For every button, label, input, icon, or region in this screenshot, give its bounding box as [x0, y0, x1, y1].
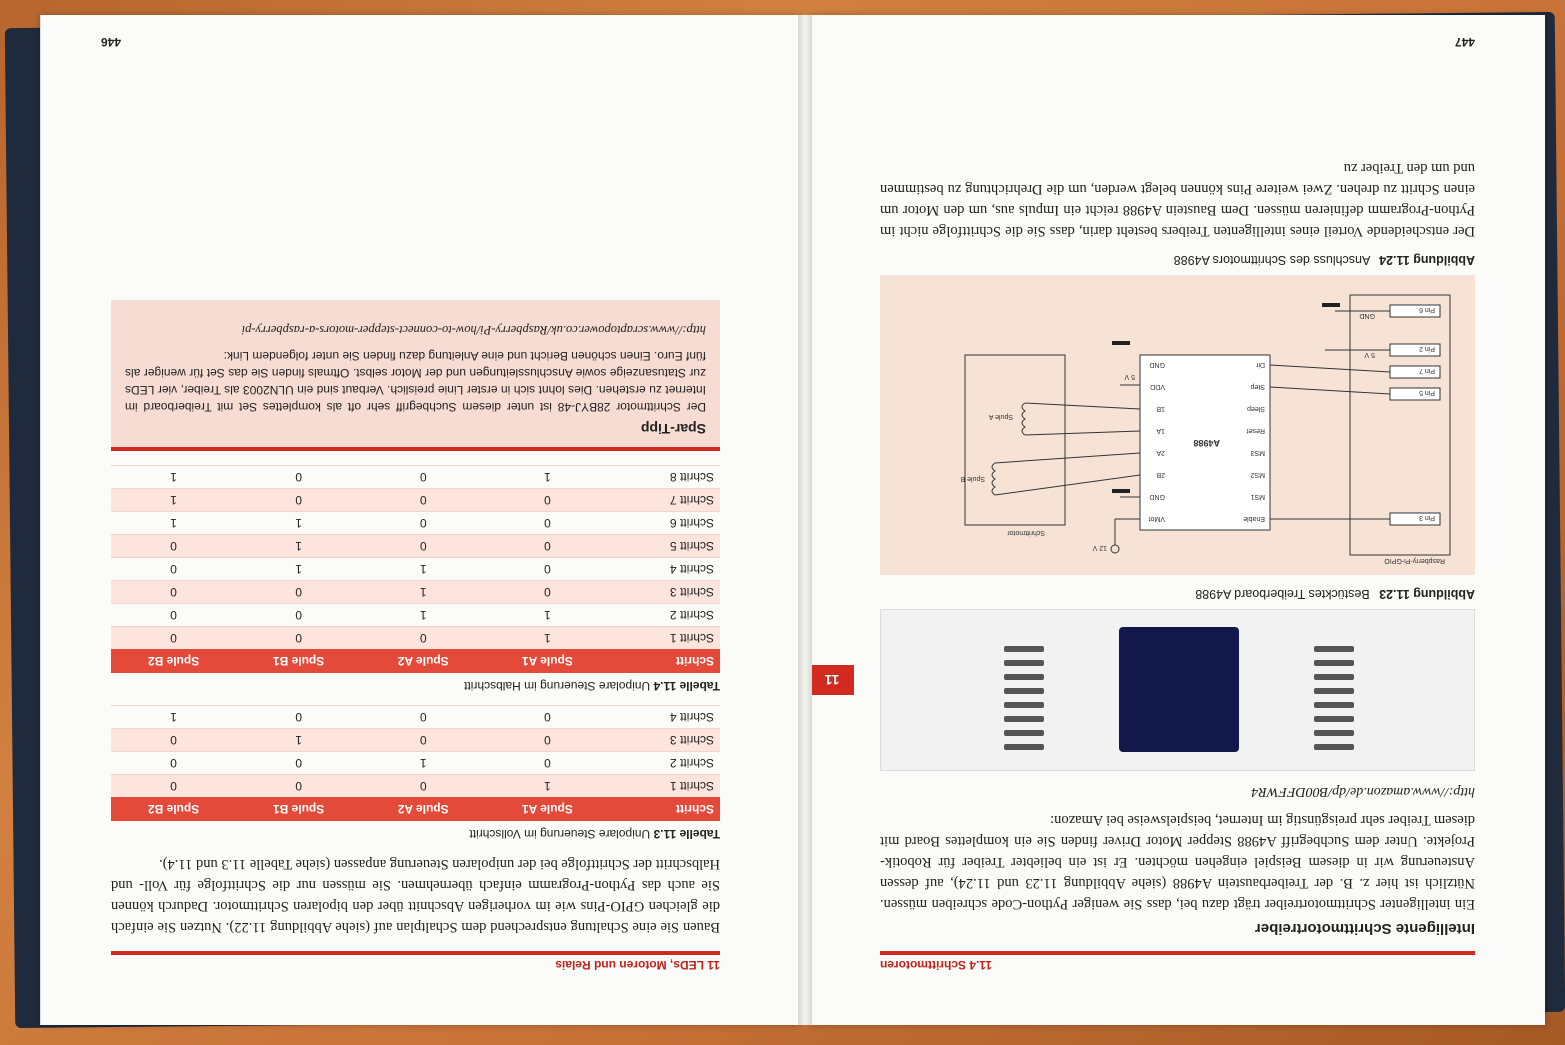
header-text: 11.4 Schrittmotoren — [880, 958, 993, 972]
closing-paragraph: Der entscheidende Vorteil eines intelligenten Treibers besteht darin, dass Sie die Schrittfolge nicht im Python-Programm definieren müssen. Dem Baustein A4988 reicht ein Impuls aus, um den Motor um einen Schritt zu drehen. Zwei weitere Pins können belegt werden, um die Drehrichtung zu bestimmen und um den Treiber zu — [880, 160, 1475, 239]
cell: 0 — [236, 627, 361, 650]
cell: 1 — [236, 558, 361, 581]
table-header: Schritt — [609, 649, 720, 673]
cell: 0 — [361, 512, 485, 535]
cell: 0 — [236, 775, 361, 798]
cell: 1 — [485, 604, 609, 627]
cell: 0 — [485, 489, 609, 512]
cell: 1 — [361, 581, 485, 604]
table-header: Spule B2 — [111, 797, 236, 821]
cell: 1 — [361, 604, 485, 627]
open-book — [25, 15, 1545, 1025]
cell: 1 — [361, 752, 485, 775]
cell: 1 — [111, 706, 236, 729]
chip-pin: MS1 — [1250, 493, 1265, 500]
header-text: 11 LEDs, Motoren und Relais — [555, 958, 720, 972]
page-447 — [810, 15, 1545, 1025]
table-row — [111, 752, 720, 775]
pin-label: Pin 6 — [1419, 306, 1435, 313]
cell: Schritt 3 — [609, 581, 720, 604]
cell: Schritt 4 — [609, 558, 720, 581]
page-number: 446 — [101, 35, 122, 49]
cell: 0 — [485, 512, 609, 535]
table-row — [111, 775, 720, 798]
cell: 0 — [361, 466, 485, 489]
amazon-url: http://www.amazon.de/dp/B00DFFWR4 — [1251, 784, 1475, 799]
chapter-tab: 11 — [810, 665, 854, 695]
chip-pin: Enable — [1243, 515, 1265, 522]
table-row — [111, 581, 720, 604]
table-header: Spule B2 — [111, 649, 236, 673]
table-row — [111, 466, 720, 489]
cell: 0 — [485, 535, 609, 558]
savings-tip-box — [111, 300, 720, 451]
table-row — [111, 627, 720, 650]
cell: 0 — [236, 752, 361, 775]
cell: Schritt 1 — [609, 775, 720, 798]
figure-24-title: Anschluss des Schrittmotors A4988 — [1173, 253, 1371, 267]
pin-header-left — [1314, 630, 1354, 750]
cell: Schritt 3 — [609, 729, 720, 752]
pin-label: Pin 3 — [1419, 514, 1435, 521]
voltage-label: 5 V — [1124, 373, 1135, 380]
cell: 0 — [111, 627, 236, 650]
cell: 1 — [236, 512, 361, 535]
cell: 0 — [111, 604, 236, 627]
cell: 0 — [236, 466, 361, 489]
table-halfstep — [111, 465, 720, 673]
cell: 0 — [485, 558, 609, 581]
table-3-label: Tabelle 11.3 — [653, 827, 720, 841]
cell: Schritt 8 — [609, 466, 720, 489]
table-header: Spule A1 — [485, 649, 609, 673]
table-4-title: Unipolare Steuerung im Halbschritt — [464, 679, 651, 693]
chip-pin: VDD — [1150, 383, 1165, 390]
chip-pin: 2B — [1156, 471, 1165, 478]
tip-text: Der Schrittmotor 28BYJ-48 ist unter diesem Suchbegriff sehr oft als komplettes Set mit Treiberboard im Internet zu erstehen. Dies lohnt sich in erster Linie preislich. Verbaut sind ein ULN2003 als Treiber, vier LEDs zur Statusanzeige sowie Anschlussleitungen und der Motor selbst. Oftmals finden Sie das Set für weniger als fünf Euro. Einen schönen Bericht und eine Anleitung dazu finden Sie unter folgendem Link: — [125, 349, 706, 414]
table-header: Spule A2 — [361, 649, 485, 673]
table-row — [111, 729, 720, 752]
chip-pin: Dir — [1256, 361, 1265, 368]
page-header — [111, 951, 720, 975]
table-3-caption — [111, 827, 720, 841]
chip-pin: MS3 — [1250, 449, 1265, 456]
page-number: 447 — [1454, 35, 1475, 49]
chip-pin: Sleep — [1247, 405, 1265, 412]
cell: Schritt 6 — [609, 512, 720, 535]
figure-23-caption — [880, 587, 1475, 601]
page-header — [880, 951, 1475, 975]
cell: 1 — [111, 466, 236, 489]
pin-label: Pin 2 — [1419, 345, 1435, 352]
cell: 1 — [485, 627, 609, 650]
pin-header-right — [1004, 630, 1044, 750]
wiring-svg — [880, 275, 1475, 575]
cell: 1 — [111, 489, 236, 512]
table-header: Spule B1 — [236, 649, 361, 673]
table-row — [111, 512, 720, 535]
cell: 0 — [485, 706, 609, 729]
a4988-board — [1119, 627, 1239, 752]
table-3-title: Unipolare Steuerung im Vollschritt — [469, 827, 651, 841]
table-header: Spule A1 — [485, 797, 609, 821]
book-spine — [798, 15, 812, 1025]
tip-url: http://www.scraptopower.co.uk/Raspberry-Pi/how-to-connect-stepper-motors-a-raspberry-pi — [241, 323, 706, 337]
table-row — [111, 489, 720, 512]
page-446 — [40, 15, 800, 1025]
cell: Schritt 4 — [609, 706, 720, 729]
figure-23-title: Bestücktes Treiberboard A4988 — [1195, 587, 1370, 601]
motor-label: Schrittmotor — [1007, 529, 1045, 536]
cell: 0 — [361, 706, 485, 729]
cell: 1 — [361, 558, 485, 581]
coil-a-label: Spule A — [988, 413, 1013, 420]
cell: 0 — [236, 706, 361, 729]
gpio-label: Raspberry-Pi-GPIO — [1384, 557, 1445, 564]
table-fullstep — [111, 705, 720, 821]
intro-paragraph: Bauen Sie eine Schaltung entsprechend dem Schaltplan auf (siehe Abbildung 11.22). Nutzen Sie einfach die gleichen GPIO-Pins wie im vorherigen Abschnitt über den bipolaren Schrittmotor. Dadurch können Sie auch das Python-Programm einfach übernehmen. Sie müssen nur die Schrittfolge für Voll- und Halbschritt der Schrittfolge bei der unipolaren Steuerung anpassen (siehe Tabelle 11.3 und 11.4). — [111, 856, 720, 935]
cell: 0 — [236, 604, 361, 627]
cell: 1 — [236, 729, 361, 752]
cell: 0 — [361, 775, 485, 798]
cell: 0 — [111, 729, 236, 752]
cell: 0 — [236, 581, 361, 604]
figure-24-caption — [880, 253, 1475, 267]
pin-label: Pin 5 — [1419, 389, 1435, 396]
table-4-caption — [111, 679, 720, 693]
intro-paragraph: Ein intelligenter Schrittmotortreiber trägt dazu bei, dass Sie weniger Python-Code schreiben müssen. Nützlich ist hier z. B. der Treiberbaustein A4988 (siehe Abbildung 11.23 und 11.24), auf dessen Ansteuerung wir in diesem Beispiel eingehen möchten. Er ist ein beliebter Treiber für Robotik-Projekte. Unter dem Suchbegriff A4988 Stepper Motor Driver finden Sie ein komplettes Board mit diesem Treiber sehr preisgünstig im Internet, beispielsweise bei Amazon: — [880, 812, 1475, 912]
table-row — [111, 558, 720, 581]
cell: 0 — [361, 729, 485, 752]
chip-pin: GND — [1149, 361, 1165, 368]
cell: 0 — [361, 627, 485, 650]
chip-label: A4988 — [1193, 438, 1220, 448]
pin-label: Pin 7 — [1419, 367, 1435, 374]
cell: Schritt 1 — [609, 627, 720, 650]
chip-pin: Reset — [1246, 427, 1265, 434]
cell: 0 — [485, 752, 609, 775]
cell: Schritt 7 — [609, 489, 720, 512]
table-row — [111, 706, 720, 729]
cell: Schritt 2 — [609, 604, 720, 627]
cell: 0 — [111, 775, 236, 798]
driver-board-photo — [880, 609, 1475, 771]
table-row — [111, 535, 720, 558]
cell: 0 — [485, 581, 609, 604]
cell: 1 — [485, 775, 609, 798]
cell: 0 — [111, 558, 236, 581]
gnd-label: GND — [1359, 312, 1375, 319]
cell: 0 — [111, 752, 236, 775]
cell: 0 — [485, 729, 609, 752]
cell: 0 — [236, 489, 361, 512]
cell: Schritt 5 — [609, 535, 720, 558]
chip-pin: GND — [1149, 493, 1165, 500]
chip-pin: MS2 — [1250, 471, 1265, 478]
voltage-label: 5 V — [1364, 351, 1375, 358]
section-heading: Intelligente Schrittmotortreiber — [1254, 920, 1475, 937]
cell: 1 — [111, 512, 236, 535]
voltage-label: 12 V — [1092, 544, 1107, 551]
cell: 1 — [485, 466, 609, 489]
coil-b-label: Spule B — [960, 475, 985, 482]
cell: 1 — [236, 535, 361, 558]
tip-title: Spar-Tipp — [640, 421, 706, 437]
cell: 0 — [361, 535, 485, 558]
cell: Schritt 2 — [609, 752, 720, 775]
figure-24-label: Abbildung 11.24 — [1379, 253, 1475, 267]
cell: 0 — [361, 489, 485, 512]
chip-pin: Step — [1250, 383, 1265, 390]
table-header: Schritt — [609, 797, 720, 821]
cell: 0 — [111, 581, 236, 604]
figure-23-label: Abbildung 11.23 — [1379, 587, 1475, 601]
chip-pin: VMot — [1148, 515, 1165, 522]
chip-pin: 1A — [1156, 427, 1165, 434]
chip-pin: 2A — [1156, 449, 1165, 456]
table-row — [111, 604, 720, 627]
table-4-label: Tabelle 11.4 — [653, 679, 720, 693]
table-header: Spule B1 — [236, 797, 361, 821]
table-header: Spule A2 — [361, 797, 485, 821]
wiring-diagram — [880, 275, 1475, 575]
chip-pin: 1B — [1156, 405, 1165, 412]
cell: 0 — [111, 535, 236, 558]
